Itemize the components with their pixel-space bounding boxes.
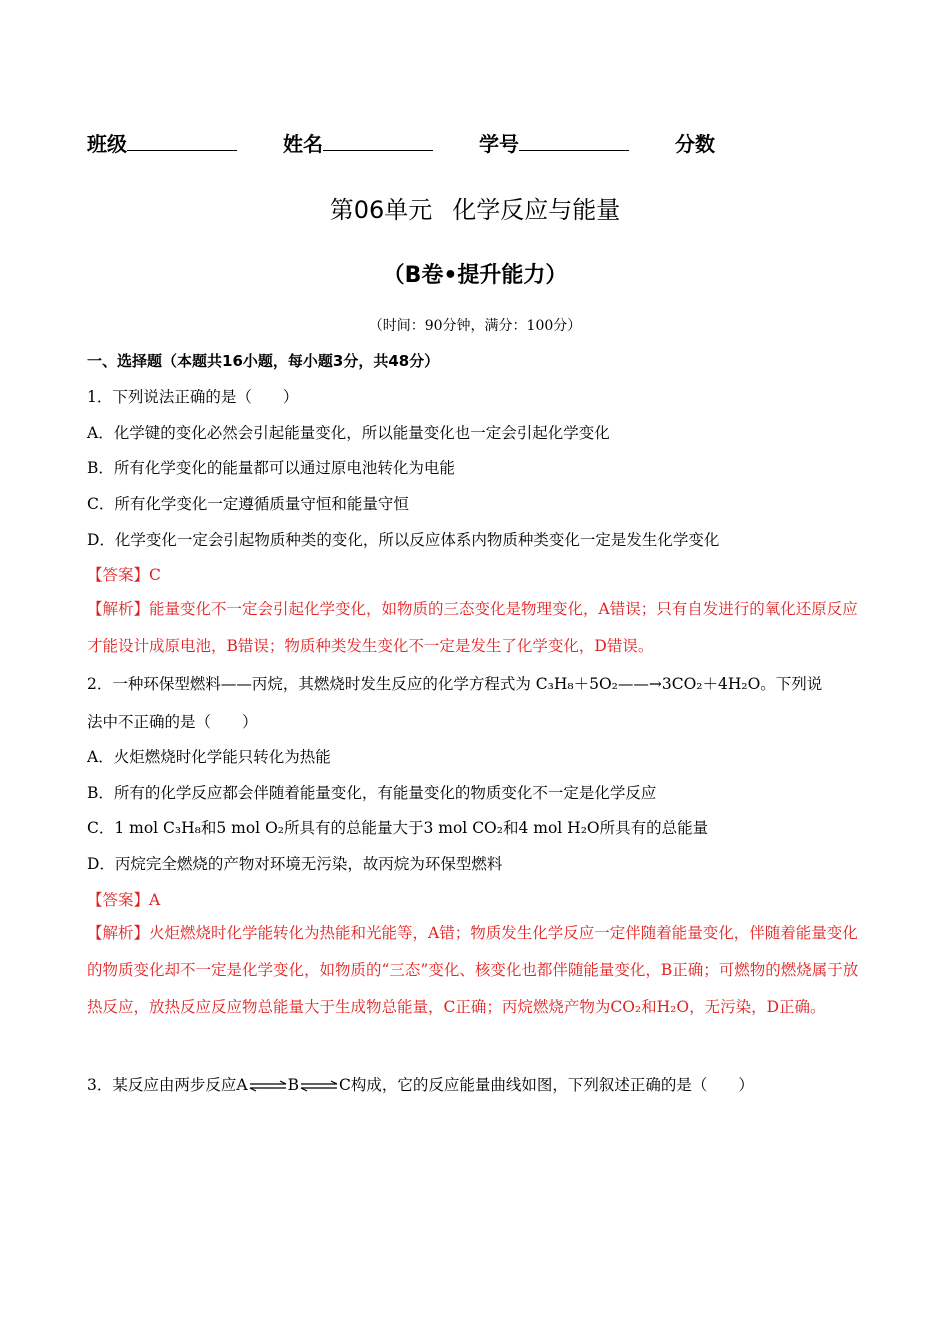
q2-stem-line2: 法中不正确的是（ ） <box>87 713 258 731</box>
topic-label: 化学反应与能量 <box>452 196 621 224</box>
page-title <box>0 190 950 225</box>
name-label: 姓名 <box>283 132 323 156</box>
q3-species-c: C <box>338 1076 351 1094</box>
analysis-text: 火炬燃烧时化学能转化为热能和光能等，A错；物质发生化学反应一定伴随着能量变化，伴随着能量变化的物质变化却不一定是化学变化，如物质的“三态”变化、核变化也都伴随能量变化，B正确；可燃物的燃烧属于放热反应，放热反应反应物总能量大于生成物总能量，C正确；丙烷燃烧产物为CO₂和H₂O，无污染，D正确。 <box>87 924 859 1016</box>
q3-species-a: A <box>236 1076 248 1094</box>
answer-label: 【答案】 <box>87 566 150 584</box>
student-info-header <box>87 128 715 157</box>
answer-label: 【答案】 <box>87 891 150 909</box>
q2-option-d: D．丙烷完全燃烧的产物对环境无污染，故丙烷为环保型燃料 <box>87 855 503 873</box>
q3-stem <box>87 1073 754 1095</box>
q2-stem-line1: 2．一种环保型燃料——丙烷，其燃烧时发生反应的化学方程式为 C₃H₈＋5O₂——→3CO₂＋4H₂O。下列说 <box>87 675 823 693</box>
answer-value: A <box>149 891 161 909</box>
analysis-label: 【解析】 <box>87 924 150 942</box>
q1-option-b: B．所有化学变化的能量都可以通过原电池转化为电能 <box>87 459 455 477</box>
unit-label: 第06单元 <box>329 196 433 224</box>
q2-option-c: C．1 mol C₃H₈和5 mol O₂所具有的总能量大于3 mol CO₂和4 mol H₂O所具有的总能量 <box>87 819 709 837</box>
q1-option-c: C．所有化学变化一定遵循质量守恒和能量守恒 <box>87 495 409 513</box>
name-blank[interactable] <box>323 132 433 151</box>
time-info: （时间：90分钟，满分：100分） <box>368 318 582 334</box>
q2-answer <box>87 888 160 910</box>
analysis-text: 能量变化不一定会引起化学变化，如物质的三态变化是物理变化，A错误；只有自发进行的氧化还原反应才能设计成原电池，B错误；物质种类发生变化不一定是发生了化学变化，D错误。 <box>87 600 858 655</box>
section-heading: 一、选择题（本题共16小题，每小题3分，共48分） <box>87 352 440 370</box>
score-label: 分数 <box>675 132 715 156</box>
q1-analysis <box>87 591 865 665</box>
id-label: 学号 <box>479 132 519 156</box>
equilibrium-arrow-icon <box>299 1080 339 1092</box>
q3-suffix: 构成，它的反应能量曲线如图，下列叙述正确的是（ ） <box>350 1076 754 1094</box>
q1-stem: 1．下列说法正确的是（ ） <box>87 388 299 406</box>
class-label: 班级 <box>87 132 127 156</box>
id-blank[interactable] <box>519 132 629 151</box>
equilibrium-arrow-icon <box>248 1080 288 1092</box>
analysis-label: 【解析】 <box>87 600 150 618</box>
q3-prefix: 3．某反应由两步反应 <box>87 1076 237 1094</box>
q1-option-d: D．化学变化一定会引起物质种类的变化，所以反应体系内物质种类变化一定是发生化学变化 <box>87 531 720 549</box>
q2-analysis <box>87 915 865 1026</box>
q1-option-a: A．化学键的变化必然会引起能量变化，所以能量变化也一定会引起化学变化 <box>87 424 610 442</box>
class-blank[interactable] <box>127 132 237 151</box>
page-subtitle: （B卷•提升能力） <box>382 263 568 288</box>
q3-species-b: B <box>287 1076 299 1094</box>
q2-option-a: A．火炬燃烧时化学能只转化为热能 <box>87 748 331 766</box>
answer-value: C <box>149 566 161 584</box>
q2-option-b: B．所有的化学反应都会伴随着能量变化，有能量变化的物质变化不一定是化学反应 <box>87 784 657 802</box>
q1-answer <box>87 563 161 585</box>
